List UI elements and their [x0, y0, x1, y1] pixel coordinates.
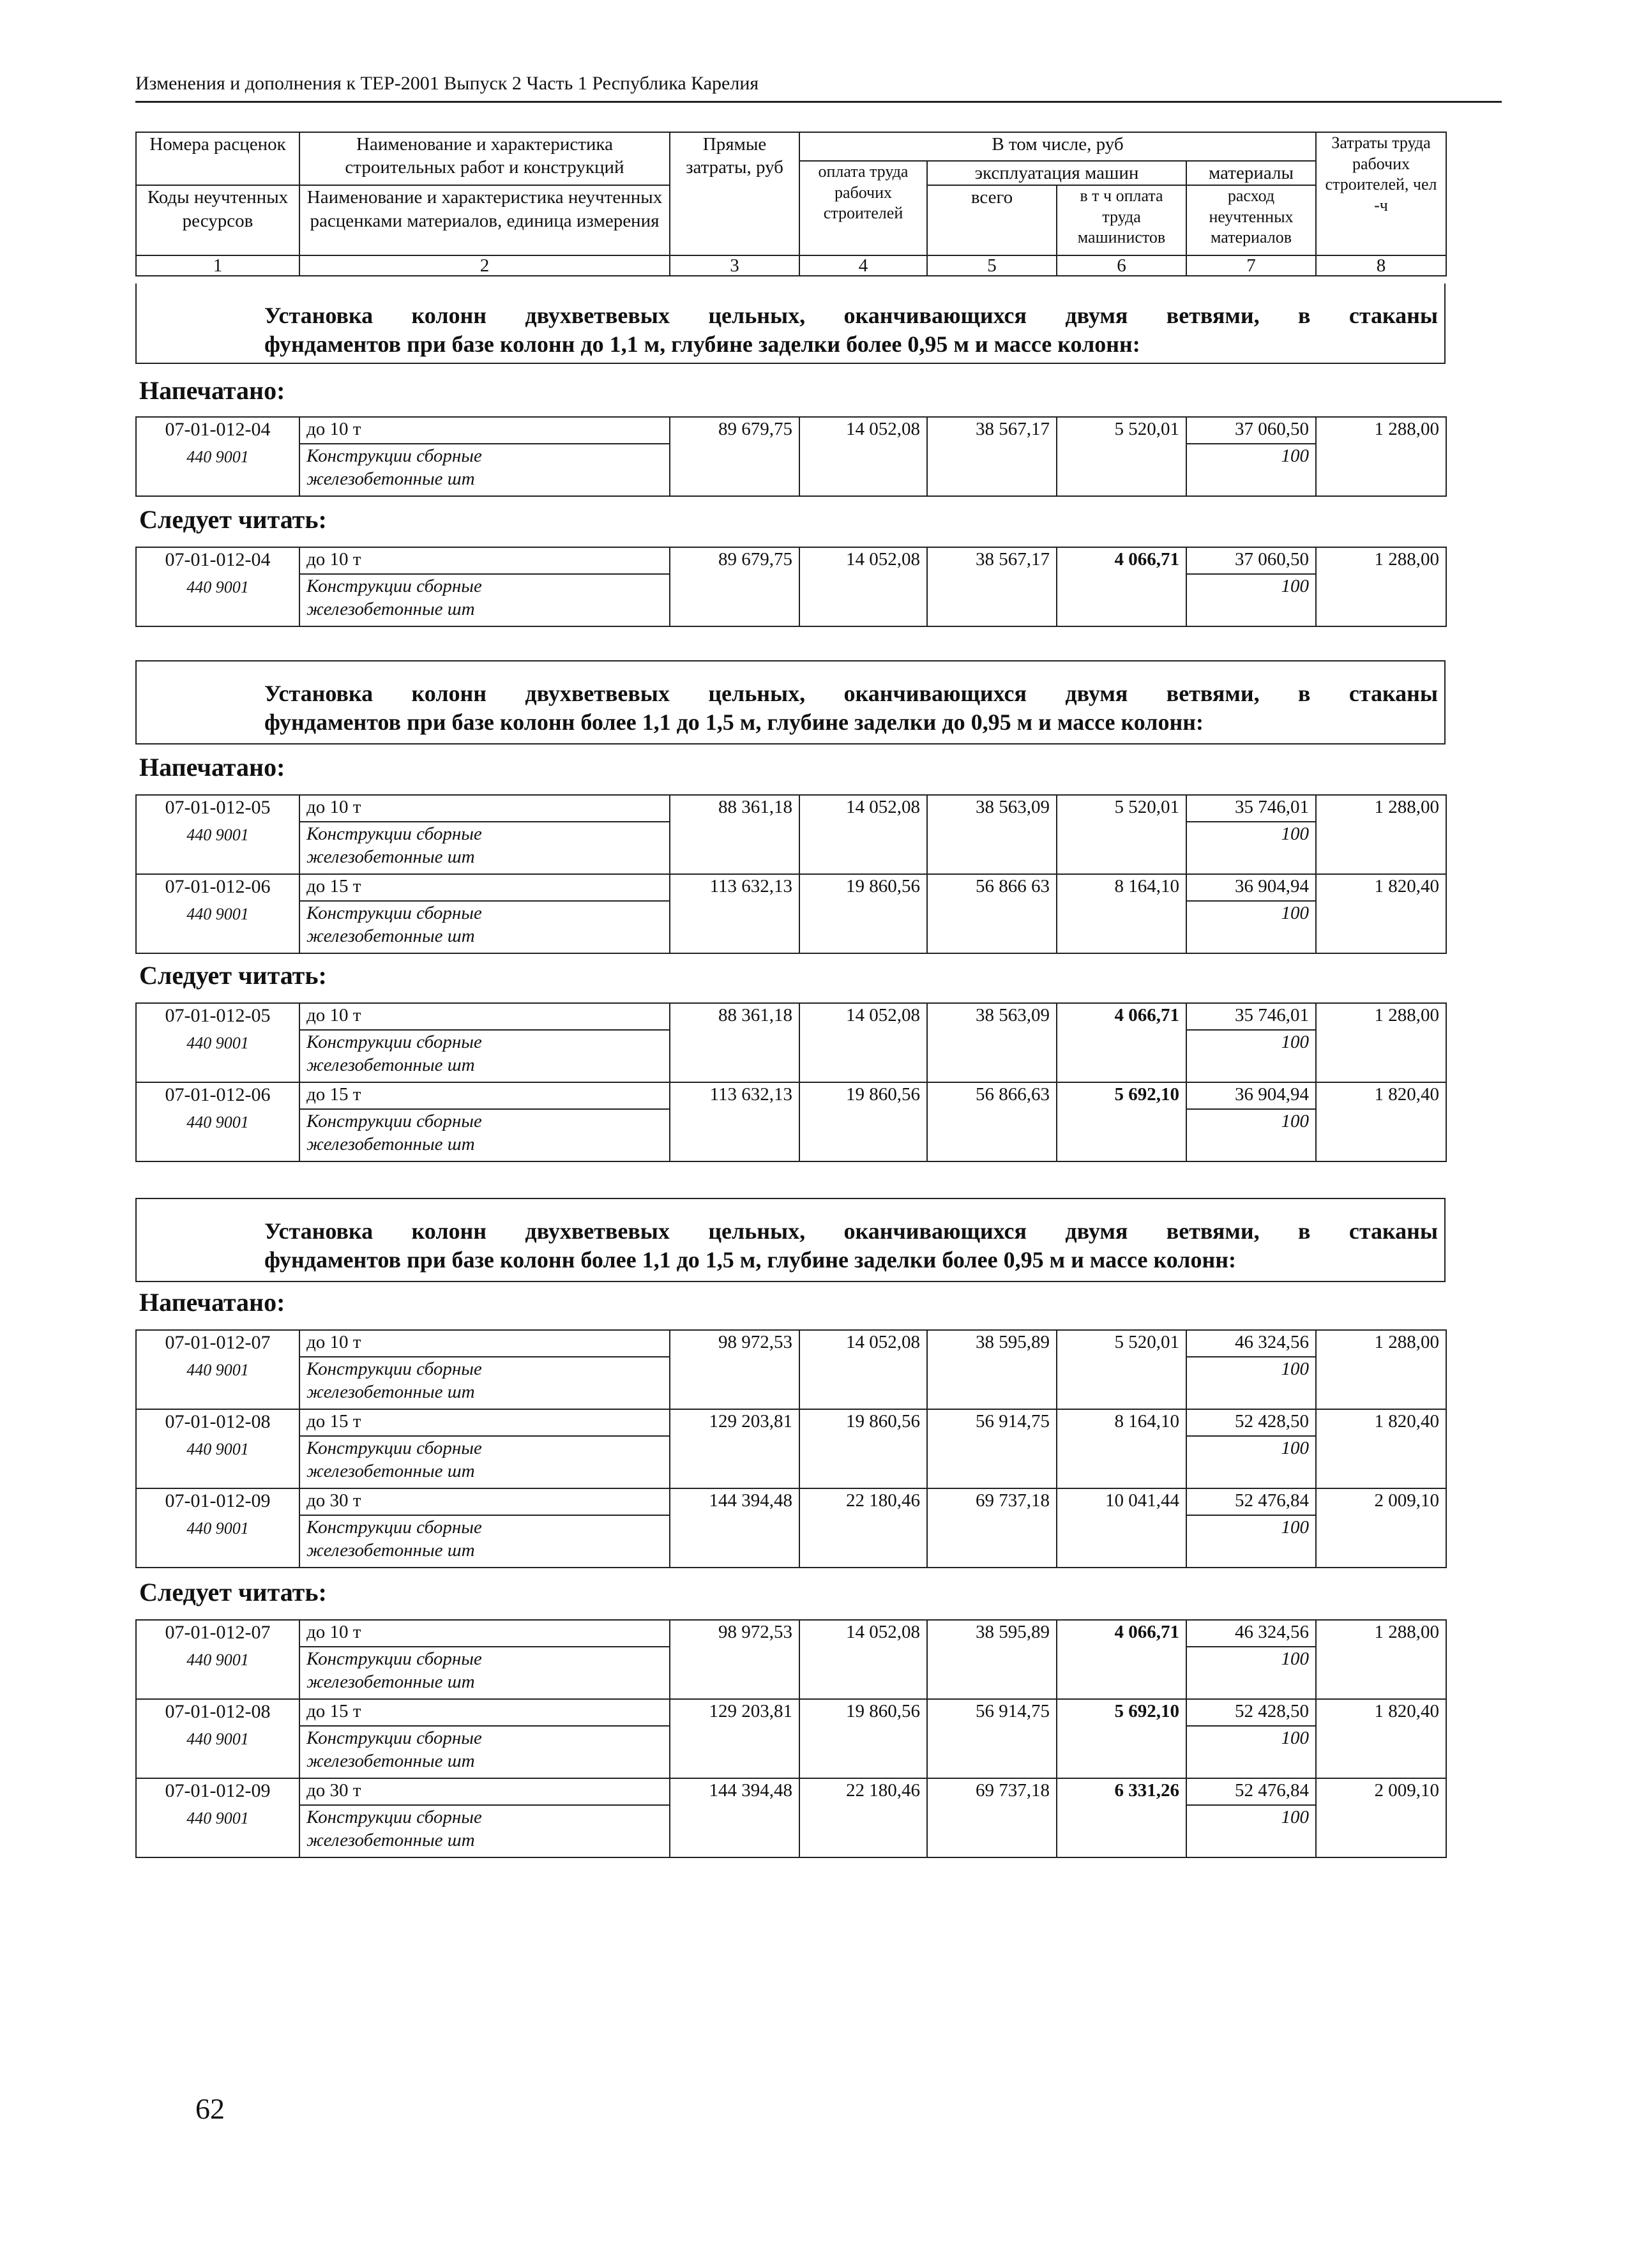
col-number: 1: [136, 255, 299, 276]
material-consumption: 100: [1186, 1109, 1316, 1161]
materials-cost: 46 324,56: [1186, 1620, 1316, 1647]
work-name: до 10 т: [299, 547, 670, 574]
machines-total: 69 737,18: [927, 1778, 1057, 1857]
labor-wages: 14 052,08: [799, 1330, 927, 1409]
table-row: [136, 1778, 1446, 1805]
machines-total: 69 737,18: [927, 1488, 1057, 1568]
direct-costs: 129 203,81: [670, 1699, 799, 1778]
materials-cost: 46 324,56: [1186, 1330, 1316, 1357]
header-materials: материалы: [1186, 161, 1316, 185]
col-number: 3: [670, 255, 799, 276]
rate-code: 07-01-012-08: [165, 1701, 271, 1722]
materials-cost: 52 428,50: [1186, 1699, 1316, 1726]
resource-name: [299, 1030, 670, 1082]
labor-hours: 2 009,10: [1316, 1488, 1446, 1568]
printed-label: Напечатано:: [139, 753, 285, 782]
resource-name-line: железобетонные шт: [306, 599, 475, 620]
col-number: 7: [1186, 255, 1316, 276]
direct-costs: 88 361,18: [670, 1003, 799, 1082]
should-read-label: Следует читать:: [139, 505, 327, 534]
resource-name: [299, 901, 670, 953]
resource-name: [299, 1109, 670, 1161]
rate-code-cell: [136, 1003, 299, 1082]
resource-name-line: Конструкции сборные: [306, 1517, 482, 1538]
labor-wages: 14 052,08: [799, 1620, 927, 1699]
materials-cost: 37 060,50: [1186, 547, 1316, 574]
header-col2-bottom: Наименование и характеристика неучтенных расценками материалов, единица измерения: [299, 185, 670, 255]
resource-name: [299, 1805, 670, 1857]
rate-code: 07-01-012-07: [165, 1332, 271, 1353]
labor-wages: 19 860,56: [799, 874, 927, 953]
rate-code-cell: [136, 1409, 299, 1488]
header-col3: Прямые затраты, руб: [670, 132, 799, 255]
materials-cost: 36 904,94: [1186, 1082, 1316, 1109]
resource-name-line: Конструкции сборные: [306, 1728, 482, 1748]
material-consumption: 100: [1186, 1805, 1316, 1857]
rate-code: 07-01-012-04: [165, 549, 271, 570]
material-consumption: 100: [1186, 1647, 1316, 1699]
direct-costs: 89 679,75: [670, 547, 799, 626]
operator-wages: 8 164,10: [1057, 1409, 1186, 1488]
materials-cost: 37 060,50: [1186, 417, 1316, 444]
section-title: [264, 679, 1438, 737]
rate-code: 07-01-012-05: [165, 1005, 271, 1026]
rate-code: 07-01-012-07: [165, 1622, 271, 1643]
operator-wages: 10 041,44: [1057, 1488, 1186, 1568]
resource-name-line: железобетонные шт: [306, 1134, 475, 1155]
col-number: 6: [1057, 255, 1186, 276]
operator-wages: 4 066,71: [1057, 1003, 1186, 1082]
direct-costs: 98 972,53: [670, 1330, 799, 1409]
resource-code: 440 9001: [186, 1440, 249, 1458]
labor-hours: 1 820,40: [1316, 874, 1446, 953]
header-col5: всего: [927, 185, 1057, 255]
labor-wages: 19 860,56: [799, 1409, 927, 1488]
printed-label: Напечатано:: [139, 1288, 285, 1317]
machines-total: 38 563,09: [927, 1003, 1057, 1082]
col-number: 8: [1316, 255, 1446, 276]
table-row: [136, 795, 1446, 822]
resource-code: 440 9001: [186, 1730, 249, 1748]
rate-code-cell: [136, 1620, 299, 1699]
materials-cost: 52 428,50: [1186, 1409, 1316, 1436]
col-number: 5: [927, 255, 1057, 276]
work-name: до 15 т: [299, 1699, 670, 1726]
work-name: до 10 т: [299, 417, 670, 444]
section-title-box: [135, 660, 1446, 745]
table-row: [136, 874, 1446, 901]
page-number: 62: [195, 2092, 225, 2125]
corrected-table: [135, 547, 1447, 627]
table-row: [136, 1488, 1446, 1515]
labor-wages: 14 052,08: [799, 547, 927, 626]
printed-table: [135, 1329, 1447, 1568]
machines-total: 38 595,89: [927, 1620, 1057, 1699]
labor-hours: 1 288,00: [1316, 1330, 1446, 1409]
table-row: [136, 1620, 1446, 1647]
table-row: [136, 1409, 1446, 1436]
labor-hours: 1 288,00: [1316, 1003, 1446, 1082]
materials-cost: 35 746,01: [1186, 1003, 1316, 1030]
machines-total: 56 914,75: [927, 1699, 1057, 1778]
resource-name: [299, 1726, 670, 1778]
header-col1-top: Номера расценок: [136, 132, 299, 185]
resource-name-line: Конструкции сборные: [306, 903, 482, 923]
section-title-box: [135, 284, 1446, 364]
rate-code: 07-01-012-06: [165, 876, 271, 897]
material-consumption: 100: [1186, 1030, 1316, 1082]
printed-table: [135, 794, 1447, 954]
labor-wages: 19 860,56: [799, 1082, 927, 1161]
rate-code-cell: [136, 1082, 299, 1161]
rate-code: 07-01-012-04: [165, 419, 271, 440]
rate-code: 07-01-012-05: [165, 797, 271, 818]
table-row: [136, 1699, 1446, 1726]
resource-code: 440 9001: [186, 1809, 249, 1827]
machines-total: 38 595,89: [927, 1330, 1057, 1409]
material-consumption: 100: [1186, 574, 1316, 626]
material-consumption: 100: [1186, 1515, 1316, 1568]
header-machines: эксплуатация машин: [927, 161, 1186, 185]
resource-name-line: железобетонные шт: [306, 1382, 475, 1403]
work-name: до 15 т: [299, 874, 670, 901]
resource-name-line: Конструкции сборные: [306, 1438, 482, 1458]
corrected-table: [135, 1619, 1447, 1858]
operator-wages: 5 520,01: [1057, 795, 1186, 874]
resource-code: 440 9001: [186, 1034, 249, 1052]
labor-wages: 14 052,08: [799, 1003, 927, 1082]
rate-code: 07-01-012-09: [165, 1490, 271, 1511]
direct-costs: 113 632,13: [670, 874, 799, 953]
work-name: до 10 т: [299, 1330, 670, 1357]
resource-code: 440 9001: [186, 1113, 249, 1131]
column-header-table: [135, 132, 1447, 276]
rate-code-cell: [136, 1778, 299, 1857]
resource-name-line: Конструкции сборные: [306, 1649, 482, 1669]
direct-costs: 129 203,81: [670, 1409, 799, 1488]
operator-wages: 5 692,10: [1057, 1082, 1186, 1161]
resource-name: [299, 822, 670, 874]
resource-name: [299, 574, 670, 626]
resource-code: 440 9001: [186, 1361, 249, 1379]
labor-hours: 1 288,00: [1316, 1620, 1446, 1699]
col-number: 2: [299, 255, 670, 276]
direct-costs: 113 632,13: [670, 1082, 799, 1161]
resource-name-line: Конструкции сборные: [306, 1807, 482, 1827]
section-title-line: фундаментов при базе колонн более 1,1 до 1,5 м, глубине заделки до 0,95 м и массе колонн:: [264, 709, 1204, 735]
section-title-box: [135, 1198, 1446, 1282]
resource-code: 440 9001: [186, 448, 249, 466]
resource-code: 440 9001: [186, 578, 249, 596]
materials-cost: 52 476,84: [1186, 1778, 1316, 1805]
direct-costs: 88 361,18: [670, 795, 799, 874]
resource-name-line: железобетонные шт: [306, 1540, 475, 1561]
resource-name-line: железобетонные шт: [306, 1461, 475, 1482]
resource-name-line: железобетонные шт: [306, 469, 475, 490]
machines-total: 56 866 63: [927, 874, 1057, 953]
table-row: [136, 1082, 1446, 1109]
resource-name-line: Конструкции сборные: [306, 824, 482, 844]
resource-name-line: железобетонные шт: [306, 1672, 475, 1693]
labor-wages: 22 180,46: [799, 1488, 927, 1568]
work-name: до 10 т: [299, 795, 670, 822]
running-head: Изменения и дополнения к ТЕР-2001 Выпуск 2 Часть 1 Республика Карелия: [135, 73, 759, 94]
resource-code: 440 9001: [186, 1651, 249, 1669]
table-row: [136, 1003, 1446, 1030]
direct-costs: 144 394,48: [670, 1488, 799, 1568]
section-title-line: Установка колонн двухветвевых цельных, оканчивающихся двумя ветвями, в стаканы: [264, 303, 1438, 328]
resource-name-line: железобетонные шт: [306, 1830, 475, 1851]
header-col2-top: Наименование и характеристика строительных работ и конструкций: [299, 132, 670, 185]
operator-wages: 5 692,10: [1057, 1699, 1186, 1778]
labor-wages: 14 052,08: [799, 417, 927, 496]
labor-hours: 1 288,00: [1316, 417, 1446, 496]
materials-cost: 36 904,94: [1186, 874, 1316, 901]
labor-hours: 1 288,00: [1316, 795, 1446, 874]
material-consumption: 100: [1186, 822, 1316, 874]
section-title-line: фундаментов при базе колонн более 1,1 до 1,5 м, глубине заделки более 0,95 м и массе колонн:: [264, 1247, 1236, 1273]
work-name: до 30 т: [299, 1488, 670, 1515]
header-group: В том числе, руб: [799, 132, 1316, 161]
labor-wages: 19 860,56: [799, 1699, 927, 1778]
resource-name-line: железобетонные шт: [306, 1751, 475, 1772]
resource-name-line: железобетонные шт: [306, 847, 475, 868]
rate-code-cell: [136, 874, 299, 953]
material-consumption: 100: [1186, 1357, 1316, 1409]
section-title-line: Установка колонн двухветвевых цельных, оканчивающихся двумя ветвями, в стаканы: [264, 681, 1438, 706]
table-row: [136, 1330, 1446, 1357]
direct-costs: 98 972,53: [670, 1620, 799, 1699]
machines-total: 56 866,63: [927, 1082, 1057, 1161]
header-col7: расход неучтенных материалов: [1186, 185, 1316, 255]
rate-code-cell: [136, 547, 299, 626]
materials-cost: 52 476,84: [1186, 1488, 1316, 1515]
resource-name-line: Конструкции сборные: [306, 446, 482, 466]
labor-hours: 1 288,00: [1316, 547, 1446, 626]
labor-wages: 14 052,08: [799, 795, 927, 874]
should-read-label: Следует читать:: [139, 961, 327, 990]
material-consumption: 100: [1186, 1726, 1316, 1778]
rate-code: 07-01-012-09: [165, 1780, 271, 1801]
labor-hours: 1 820,40: [1316, 1699, 1446, 1778]
rate-code-cell: [136, 1330, 299, 1409]
work-name: до 10 т: [299, 1620, 670, 1647]
resource-name-line: железобетонные шт: [306, 1055, 475, 1076]
should-read-label: Следует читать:: [139, 1578, 327, 1606]
resource-name-line: железобетонные шт: [306, 926, 475, 947]
section-title: [264, 1217, 1438, 1274]
resource-name-line: Конструкции сборные: [306, 1359, 482, 1379]
corrected-table: [135, 1002, 1447, 1162]
materials-cost: 35 746,01: [1186, 795, 1316, 822]
resource-name: [299, 1647, 670, 1699]
work-name: до 10 т: [299, 1003, 670, 1030]
work-name: до 30 т: [299, 1778, 670, 1805]
operator-wages: 8 164,10: [1057, 874, 1186, 953]
resource-name-line: Конструкции сборные: [306, 576, 482, 596]
rate-code-cell: [136, 795, 299, 874]
resource-name: [299, 1436, 670, 1488]
rate-code-cell: [136, 1488, 299, 1568]
resource-code: 440 9001: [186, 826, 249, 844]
work-name: до 15 т: [299, 1409, 670, 1436]
table-row: [136, 547, 1446, 574]
machines-total: 56 914,75: [927, 1409, 1057, 1488]
machines-total: 38 563,09: [927, 795, 1057, 874]
labor-hours: 1 820,40: [1316, 1409, 1446, 1488]
rate-code: 07-01-012-08: [165, 1411, 271, 1432]
resource-name: [299, 1515, 670, 1568]
header-col8: Затраты труда рабочих строителей, чел -ч: [1316, 132, 1446, 255]
section-title-line: фундаментов при базе колонн до 1,1 м, глубине заделки более 0,95 м и массе колонн:: [264, 331, 1140, 357]
resource-name: [299, 444, 670, 496]
labor-wages: 22 180,46: [799, 1778, 927, 1857]
operator-wages: 5 520,01: [1057, 417, 1186, 496]
direct-costs: 89 679,75: [670, 417, 799, 496]
operator-wages: 4 066,71: [1057, 1620, 1186, 1699]
operator-wages: 5 520,01: [1057, 1330, 1186, 1409]
direct-costs: 144 394,48: [670, 1778, 799, 1857]
labor-hours: 1 820,40: [1316, 1082, 1446, 1161]
material-consumption: 100: [1186, 901, 1316, 953]
rate-code: 07-01-012-06: [165, 1084, 271, 1105]
header-col4: оплата труда рабочих строителей: [799, 161, 927, 255]
section-title-line: Установка колонн двухветвевых цельных, оканчивающихся двумя ветвями, в стаканы: [264, 1218, 1438, 1244]
material-consumption: 100: [1186, 1436, 1316, 1488]
printed-label: Напечатано:: [139, 376, 285, 405]
header-col1-bottom: Коды неучтенных ресурсов: [136, 185, 299, 255]
resource-name: [299, 1357, 670, 1409]
col-number: 4: [799, 255, 927, 276]
resource-name-line: Конструкции сборные: [306, 1111, 482, 1131]
operator-wages: 6 331,26: [1057, 1778, 1186, 1857]
work-name: до 15 т: [299, 1082, 670, 1109]
rate-code-cell: [136, 1699, 299, 1778]
rate-code-cell: [136, 417, 299, 496]
printed-table: [135, 416, 1447, 497]
machines-total: 38 567,17: [927, 417, 1057, 496]
labor-hours: 2 009,10: [1316, 1778, 1446, 1857]
section-title: [264, 301, 1438, 359]
machines-total: 38 567,17: [927, 547, 1057, 626]
operator-wages: 4 066,71: [1057, 547, 1186, 626]
resource-code: 440 9001: [186, 905, 249, 923]
material-consumption: 100: [1186, 444, 1316, 496]
header-rule: [135, 101, 1502, 103]
header-col6: в т ч оплата труда машинистов: [1057, 185, 1186, 255]
table-row: [136, 417, 1446, 444]
resource-code: 440 9001: [186, 1519, 249, 1538]
resource-name-line: Конструкции сборные: [306, 1032, 482, 1052]
